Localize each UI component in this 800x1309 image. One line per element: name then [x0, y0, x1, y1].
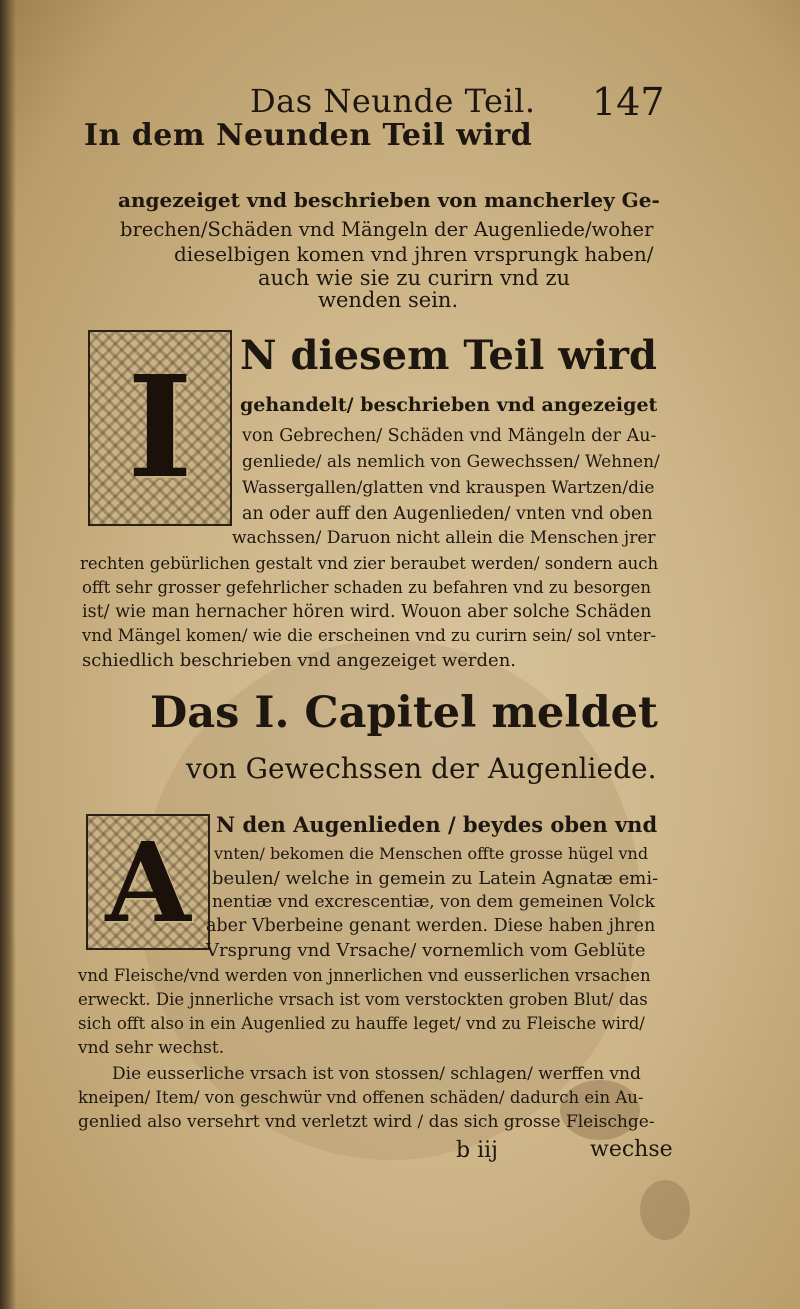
- body-line: gehandelt/ beschrieben vnd angezeiget: [240, 394, 658, 416]
- page-gutter: [0, 0, 16, 1309]
- body-line: vnd sehr wechst.: [78, 1038, 225, 1058]
- body-line: beulen/ welche in gemein zu Latein Agnatæ emi-: [212, 868, 659, 889]
- body-line: kneipen/ Item/ von geschwür vnd offenen schäden/ dadurch ein Au-: [78, 1088, 644, 1107]
- body-line: erweckt. Die jnnerliche vrsach ist vom verstockten groben Blut/ das: [78, 990, 648, 1009]
- body-line: genlied also versehrt vnd verletzt wird / das sich grosse Fleischge-: [78, 1112, 655, 1132]
- section-title: In dem Neunden Teil wird: [84, 118, 533, 153]
- running-head: Das Neunde Teil.: [250, 82, 536, 120]
- body-line: schiedlich beschrieben vnd angezeiget werden.: [82, 650, 517, 671]
- body-line: rechten gebürlichen gestalt vnd zier beraubet werden/ sondern auch: [80, 554, 659, 573]
- body-line: offt sehr grosser gefehrlicher schaden zu befahren vnd zu besorgen: [82, 578, 652, 597]
- signature-mark: b iij: [456, 1138, 498, 1163]
- page-number: 147: [592, 80, 665, 124]
- decorated-initial: [86, 814, 210, 950]
- body-line: ist/ wie man hernacher hören wird. Wouon aber solche Schäden: [82, 602, 652, 622]
- body-line: Die eusserliche vrsach ist von stossen/ schlagen/ werffen vnd: [112, 1064, 641, 1084]
- heading-line: auch wie sie zu curirn vnd zu: [258, 266, 571, 290]
- body-line: nentiæ vnd excrescentiæ, von dem gemeinen Volck: [212, 892, 655, 912]
- section-intro-title: N diesem Teil wird: [240, 332, 657, 379]
- chapter-subtitle: von Gewechssen der Augenliede.: [186, 752, 657, 785]
- heading-line: angezeiget vnd beschrieben von mancherley Ge-: [118, 188, 660, 212]
- heading-line: dieselbigen komen vnd jhren vrsprungk haben/: [174, 242, 654, 266]
- body-line: Vrsprung vnd Vrsache/ vornemlich vom Geblüte: [206, 940, 646, 961]
- catchword: wechse: [590, 1137, 673, 1162]
- body-line: sich offt also in ein Augenlied zu hauffe leget/ vnd zu Fleische wird/: [78, 1014, 645, 1033]
- body-line: vnten/ bekomen die Menschen offte grosse hügel vnd: [214, 844, 649, 863]
- decorated-initial: [88, 330, 232, 526]
- paper-stain: [640, 1180, 690, 1240]
- body-line: von Gebrechen/ Schäden vnd Mängeln der Au-: [242, 426, 657, 446]
- body-line: genliede/ als nemlich von Gewechssen/ Wehnen/: [242, 452, 660, 472]
- heading-line: brechen/Schäden vnd Mängeln der Augenliede/woher: [120, 218, 654, 241]
- body-line: wachssen/ Daruon nicht allein die Menschen jrer: [232, 528, 656, 548]
- body-line: Wassergallen/glatten vnd krauspen Wartzen/die: [242, 478, 655, 498]
- body-line: N den Augenlieden / beydes oben vnd: [216, 812, 658, 837]
- initial-letter: I: [127, 346, 193, 510]
- body-line: an oder auff den Augenlieden/ vnten vnd oben: [242, 504, 653, 524]
- body-line: aber Vberbeine genant werden. Diese haben jhren: [206, 916, 656, 936]
- chapter-title: Das I. Capitel meldet: [150, 688, 658, 738]
- initial-letter: A: [105, 817, 191, 947]
- heading-line: wenden sein.: [318, 288, 459, 312]
- body-line: vnd Mängel komen/ wie die erscheinen vnd zu curirn sein/ sol vnter-: [82, 626, 657, 645]
- body-line: vnd Fleische/vnd werden von jnnerlichen vnd eusserlichen vrsachen: [78, 966, 651, 985]
